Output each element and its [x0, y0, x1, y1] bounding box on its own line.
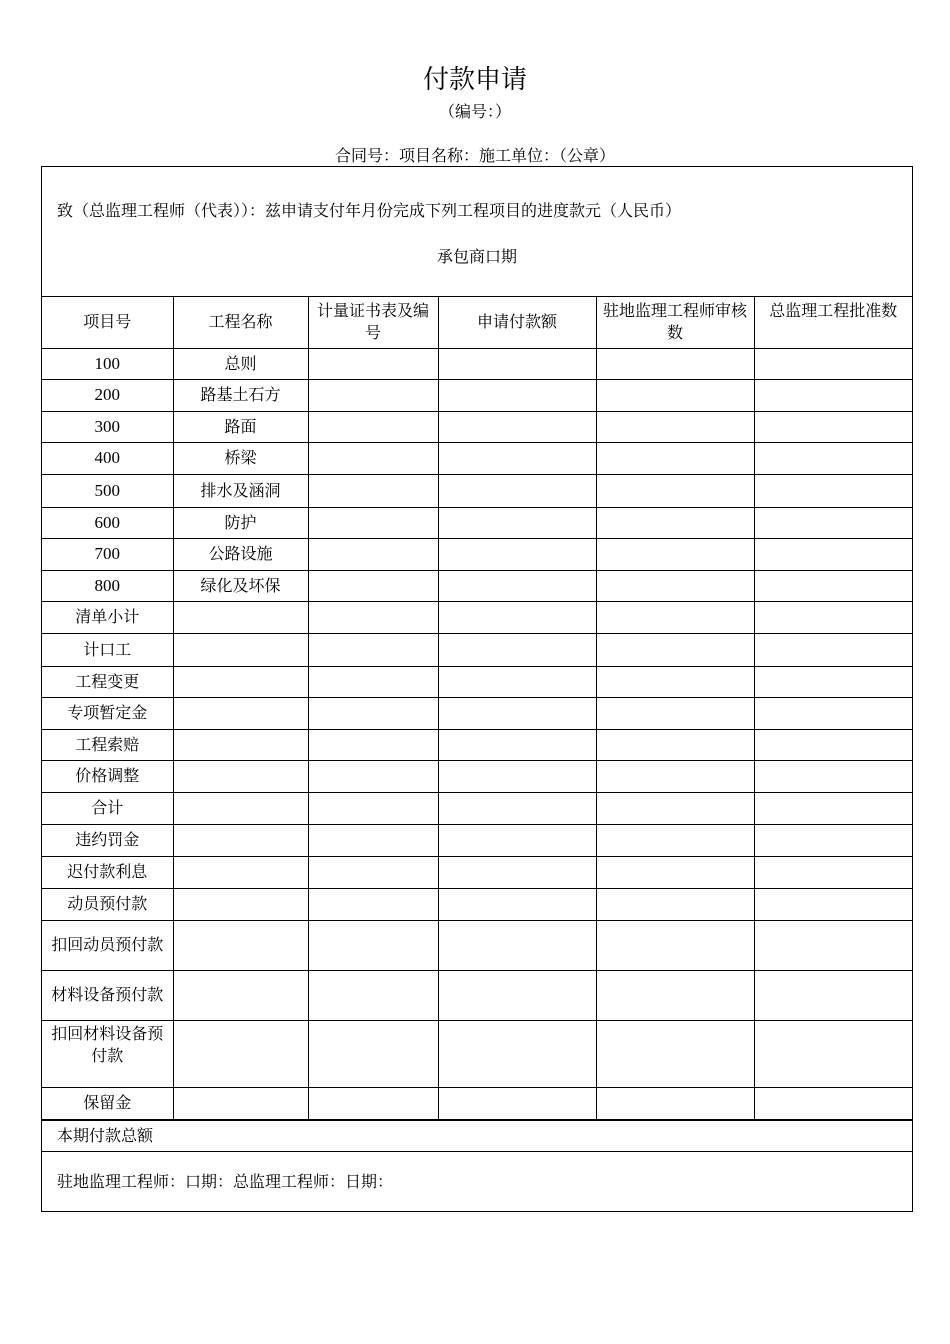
summary-label-cell: 材料设备预付款 [42, 970, 173, 1020]
empty-entry-cell [173, 1087, 308, 1119]
empty-entry-cell [438, 920, 596, 970]
empty-entry-cell [308, 538, 438, 570]
empty-entry-cell [754, 379, 912, 411]
empty-entry-cell [308, 1020, 438, 1087]
form-number: （编号：） [438, 102, 511, 121]
empty-entry-cell [438, 760, 596, 792]
table-row [42, 474, 912, 507]
table-row [42, 538, 912, 570]
empty-entry-cell [596, 792, 754, 824]
item-name-cell: 路面 [173, 411, 308, 442]
empty-entry-cell [596, 697, 754, 729]
empty-entry-cell [596, 601, 754, 633]
payment-table [42, 297, 912, 1120]
empty-entry-cell [308, 824, 438, 856]
empty-entry-cell [754, 1020, 912, 1087]
empty-entry-cell [173, 760, 308, 792]
empty-entry-cell [754, 348, 912, 379]
summary-label-cell: 清单小计 [42, 601, 173, 633]
empty-entry-cell [596, 348, 754, 379]
empty-entry-cell [596, 888, 754, 920]
table-row [42, 570, 912, 601]
empty-entry-cell [308, 348, 438, 379]
table-row [42, 379, 912, 411]
contractor-signature-line: 承包商口期 [436, 247, 517, 266]
column-header: 驻地监理工程师审核数 [596, 297, 754, 348]
empty-entry-cell [308, 601, 438, 633]
empty-entry-cell [754, 442, 912, 474]
empty-entry-cell [438, 856, 596, 888]
empty-entry-cell [438, 666, 596, 697]
table-row [42, 411, 912, 442]
empty-entry-cell [754, 507, 912, 538]
empty-entry-cell [173, 856, 308, 888]
column-header: 工程名称 [173, 297, 308, 348]
summary-label-cell: 工程变更 [42, 666, 173, 697]
empty-entry-cell [438, 1020, 596, 1087]
empty-entry-cell [308, 856, 438, 888]
empty-entry-cell [438, 729, 596, 760]
item-name-cell: 桥梁 [173, 442, 308, 474]
empty-entry-cell [438, 442, 596, 474]
summary-label-cell: 迟付款利息 [42, 856, 173, 888]
empty-entry-cell [438, 538, 596, 570]
empty-entry-cell [308, 474, 438, 507]
item-code-cell: 400 [42, 442, 173, 474]
empty-entry-cell [596, 824, 754, 856]
item-name-cell: 防护 [173, 507, 308, 538]
empty-entry-cell [173, 729, 308, 760]
item-code-cell: 200 [42, 379, 173, 411]
empty-entry-cell [308, 633, 438, 666]
empty-entry-cell [308, 507, 438, 538]
table-row [42, 1020, 912, 1087]
empty-entry-cell [173, 920, 308, 970]
empty-entry-cell [754, 970, 912, 1020]
empty-entry-cell [438, 474, 596, 507]
empty-entry-cell [173, 697, 308, 729]
column-header: 总监理工程批准数 [754, 297, 912, 348]
item-name-cell: 排水及涵洞 [173, 474, 308, 507]
empty-entry-cell [438, 888, 596, 920]
empty-entry-cell [173, 601, 308, 633]
empty-entry-cell [438, 633, 596, 666]
empty-entry-cell [596, 729, 754, 760]
table-row [42, 666, 912, 697]
summary-label-cell: 价格调整 [42, 760, 173, 792]
empty-entry-cell [754, 633, 912, 666]
summary-label-cell: 扣回动员预付款 [42, 920, 173, 970]
empty-entry-cell [754, 697, 912, 729]
summary-label-cell: 专项暂定金 [42, 697, 173, 729]
empty-entry-cell [596, 379, 754, 411]
empty-entry-cell [308, 570, 438, 601]
empty-entry-cell [754, 856, 912, 888]
table-row [42, 348, 912, 379]
empty-entry-cell [308, 379, 438, 411]
summary-label-cell: 违约罚金 [42, 824, 173, 856]
contract-header-line: 合同号：项目名称：施工单位：（公章） [334, 146, 615, 165]
empty-entry-cell [308, 411, 438, 442]
empty-entry-cell [754, 570, 912, 601]
empty-entry-cell [596, 633, 754, 666]
empty-entry-cell [438, 824, 596, 856]
empty-entry-cell [754, 920, 912, 970]
empty-entry-cell [596, 920, 754, 970]
empty-entry-cell [173, 666, 308, 697]
summary-label-cell: 扣回材料设备预付款 [42, 1020, 173, 1087]
empty-entry-cell [438, 792, 596, 824]
empty-entry-cell [596, 474, 754, 507]
empty-entry-cell [754, 601, 912, 633]
empty-entry-cell [596, 570, 754, 601]
empty-entry-cell [754, 538, 912, 570]
empty-entry-cell [308, 729, 438, 760]
table-header-row [42, 297, 912, 348]
table-body [42, 348, 912, 1119]
summary-label-cell: 保留金 [42, 1087, 173, 1119]
empty-entry-cell [173, 633, 308, 666]
empty-entry-cell [308, 760, 438, 792]
empty-entry-cell [754, 729, 912, 760]
empty-entry-cell [438, 570, 596, 601]
empty-entry-cell [438, 379, 596, 411]
payment-form [41, 166, 913, 1212]
empty-entry-cell [308, 920, 438, 970]
item-name-cell: 路基土石方 [173, 379, 308, 411]
item-name-cell: 总则 [173, 348, 308, 379]
empty-entry-cell [438, 411, 596, 442]
empty-entry-cell [596, 1087, 754, 1119]
form-title: 付款申请 [422, 65, 527, 95]
empty-entry-cell [596, 760, 754, 792]
empty-entry-cell [308, 888, 438, 920]
addressee-text: 致（总监理工程师（代表））：兹申请支付年月份完成下列工程项目的进度款元（人民币） [57, 201, 682, 220]
empty-entry-cell [754, 760, 912, 792]
summary-label-cell: 工程索赔 [42, 729, 173, 760]
table-row [42, 697, 912, 729]
intro-section [42, 167, 912, 297]
empty-entry-cell [754, 1087, 912, 1119]
empty-entry-cell [173, 888, 308, 920]
empty-entry-cell [308, 442, 438, 474]
item-name-cell: 公路设施 [173, 538, 308, 570]
empty-entry-cell [596, 856, 754, 888]
empty-entry-cell [438, 697, 596, 729]
table-row [42, 920, 912, 970]
empty-entry-cell [754, 666, 912, 697]
empty-entry-cell [308, 697, 438, 729]
empty-entry-cell [596, 1020, 754, 1087]
empty-entry-cell [438, 507, 596, 538]
item-code-cell: 500 [42, 474, 173, 507]
item-code-cell: 300 [42, 411, 173, 442]
item-code-cell: 600 [42, 507, 173, 538]
summary-label-cell: 计口工 [42, 633, 173, 666]
table-row [42, 601, 912, 633]
empty-entry-cell [438, 348, 596, 379]
empty-entry-cell [308, 792, 438, 824]
empty-entry-cell [596, 507, 754, 538]
table-row [42, 1087, 912, 1119]
empty-entry-cell [596, 666, 754, 697]
table-row [42, 888, 912, 920]
empty-entry-cell [173, 792, 308, 824]
table-row [42, 856, 912, 888]
table-row [42, 760, 912, 792]
empty-entry-cell [754, 411, 912, 442]
empty-entry-cell [754, 474, 912, 507]
empty-entry-cell [173, 824, 308, 856]
table-row [42, 824, 912, 856]
table-row [42, 729, 912, 760]
empty-entry-cell [438, 601, 596, 633]
empty-entry-cell [308, 1087, 438, 1119]
table-row [42, 970, 912, 1020]
summary-label-cell: 合计 [42, 792, 173, 824]
item-name-cell: 绿化及坏保 [173, 570, 308, 601]
empty-entry-cell [754, 824, 912, 856]
empty-entry-cell [596, 970, 754, 1020]
item-code-cell: 700 [42, 538, 173, 570]
empty-entry-cell [596, 538, 754, 570]
empty-entry-cell [754, 792, 912, 824]
table-row [42, 442, 912, 474]
summary-label-cell: 动员预付款 [42, 888, 173, 920]
column-header: 计量证书表及编号 [308, 297, 438, 348]
table-row [42, 792, 912, 824]
empty-entry-cell [596, 411, 754, 442]
approval-signatures: 驻地监理工程师：口期：总监理工程师：日期： [42, 1151, 912, 1211]
empty-entry-cell [308, 666, 438, 697]
empty-entry-cell [173, 970, 308, 1020]
empty-entry-cell [754, 888, 912, 920]
column-header: 申请付款额 [438, 297, 596, 348]
column-header: 项目号 [42, 297, 173, 348]
empty-entry-cell [438, 970, 596, 1020]
empty-entry-cell [173, 1020, 308, 1087]
table-row [42, 507, 912, 538]
total-payment-label: 本期付款总额 [42, 1120, 912, 1151]
empty-entry-cell [596, 442, 754, 474]
item-code-cell: 100 [42, 348, 173, 379]
item-code-cell: 800 [42, 570, 173, 601]
empty-entry-cell [438, 1087, 596, 1119]
empty-entry-cell [308, 970, 438, 1020]
table-row [42, 633, 912, 666]
